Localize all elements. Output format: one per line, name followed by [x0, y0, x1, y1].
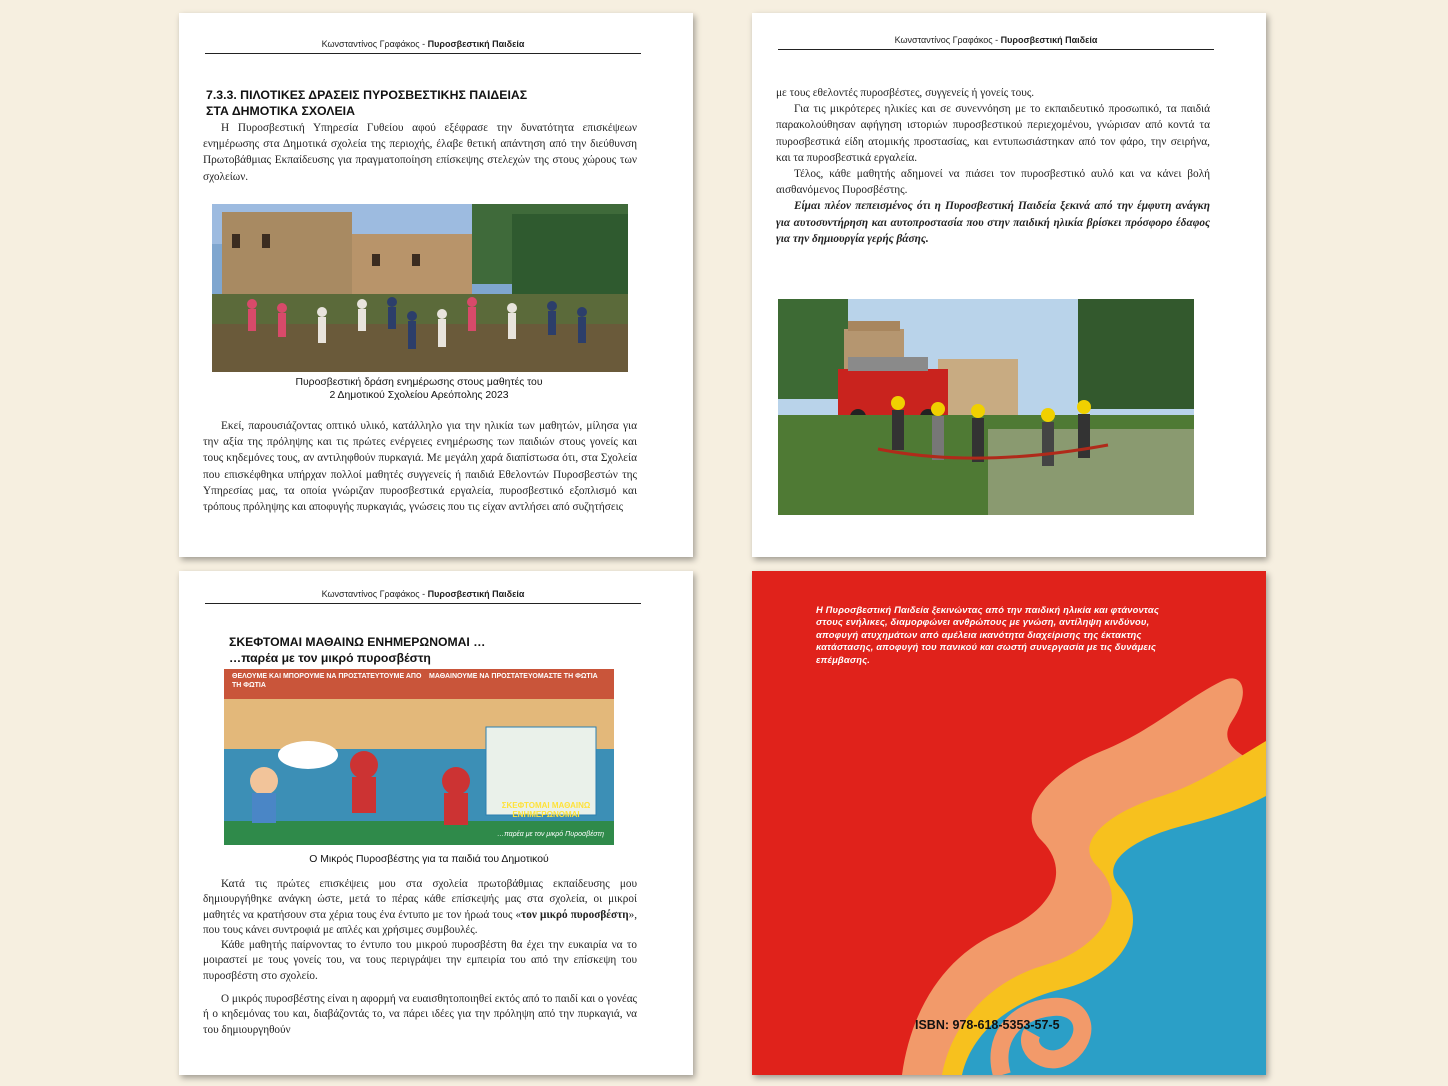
poster-slogan: ΣΚΕΦΤΟΜΑΙ ΜΑΘΑΙΝΩ ΕΝΗΜΕΡΩΝΟΜΑΙ: [501, 801, 591, 819]
poster-subtitle: …παρέα με τον μικρό Πυροσβέστη: [497, 831, 604, 838]
poster-heading: ΣΚΕΦΤΟΜΑΙ ΜΑΘΑΙΝΩ ΕΝΗΜΕΡΩΝΟΜΑΙ … …παρέα με τον μικρό πυροσβέστη: [229, 635, 486, 665]
section-heading-line1: 7.3.3. ΠΙΛΟΤΙΚΕΣ ΔΡΑΣΕΙΣ ΠΥΡΟΣΒΕΣΤΙΚΗΣ ΠΑΙΔΕΙΑΣ: [206, 88, 528, 102]
poster-caption: Ο Μικρός Πυροσβέστης για τα παιδιά του Δημοτικού: [309, 854, 549, 865]
body-paragraph: Εκεί, παρουσιάζοντας οπτικό υλικό, κατάλληλο για την ηλικία των μαθητών, μίλησα για την αξία της πρόληψης και τις πρώτες ενέργειες ενημέρωσης των παιδιών στους γονείς και τους κηδεμόνες τους, αν αντιληφθούν πυρκαγιά. Με μεγάλη χαρά διαπίστωσα ότι, στα Σχολεία που επισκέφθηκα υπήρχαν πολλοί μαθητές συγγενείς ή παιδιά Εθελοντών Πυροσβεστών της Υπηρεσίας μας, τα οποία γνώριζαν πυροσβεστικά εργαλεία, πυροσβεστικό εξοπλισμό και τρόπους πρόληψης και αποφυγής πυρκαγιάς, γνώσεις που τις είχαν αντλήσει από συζητήσεις: [203, 420, 637, 514]
section-heading: [206, 87, 527, 119]
school-photo: [212, 204, 628, 372]
header-title: Πυροσβεστική Παιδεία: [1000, 35, 1098, 45]
header-author: Κωνσταντίνος Γραφάκος -: [894, 35, 999, 45]
page-1: [179, 13, 693, 557]
fire-truck-photo: [778, 299, 1194, 515]
poster-image: [224, 669, 614, 845]
running-header: [778, 31, 1214, 50]
header-author: Κωνσταντίνος Γραφάκος -: [321, 39, 426, 49]
page-3: [179, 571, 693, 1075]
cover-blurb: Η Πυροσβεστική Παιδεία ξεκινώντας από την παιδική ηλικία και φτάνοντας στους ενήλικες, διαμορφώνει ανθρώπους με γνώση, αντίληψη κινδύνου, αποφυγή ατυχημάτων από αμέλεια ικανότητα διαχείρισης της έκτακτης κατάστασης, αποφυγή του πανικού και σωστή συνεργασία με τις δυνάμεις επέμβασης.: [816, 604, 1159, 665]
running-header: [205, 35, 641, 54]
page3-text: Κατά τις πρώτες επισκέψεις μου στα σχολεία πρωτοβάθμιας εκπαίδευσης μου δημιουργήθηκε ανάγκη ώστε, μετά το πέρας κάθε επίσκεψής μας στα σχολεία, οι μικροί μαθητές να κρατήσουν στα χέρια τους ένα έντυπο με τον ήρωά τους «τον μικρό πυροσβέστη», που τους κάνει συντροφιά με απλές και χρήσιμες συμβουλές. Κάθε μαθητής παίρνοντας το έντυπο του μικρού πυροσβέστη θα έχει την ευκαιρία να το μοιραστεί με τους γονείς του, να τους περιγράψει την εμπειρία του από την επίσκεψη του πυροσβέστη στο σχολείο. Ο μικρός πυροσβέστης είναι η αφορμή να ευαισθητοποιηθεί εκτός από το παιδί και ο γονέας ή ο κηδεμόνας του και, διαβάζοντάς το, να πάρει ιδέες για την πρόληψη από την πυρκαγιά, να του δημιουργηθούν: [203, 878, 637, 1036]
running-header: [205, 585, 641, 604]
conclusion-paragraph: Είμαι πλέον πεπεισμένος ότι η Πυροσβεστική Παιδεία ξεκινά από την έμφυτη ανάγκη για αυτοσυντήρηση και αυτοπροστασία που στην παιδική ηλικία βρίσκει πρόσφορο έδαφος για την δημιουργία γερής βάσης.: [776, 200, 1210, 245]
poster-banner-right: ΜΑΘΑΙΝΟΥΜΕ ΝΑ ΠΡΟΣΤΑΤΕΥΟΜΑΣΤΕ ΤΗ ΦΩΤΙΑ: [429, 673, 598, 680]
header-author: Κωνσταντίνος Γραφάκος -: [321, 589, 426, 599]
page-2: [752, 13, 1266, 557]
back-cover: [752, 571, 1266, 1075]
poster-banner-left: ΘΕΛΟΥΜΕ ΚΑΙ ΜΠΟΡΟΥΜΕ ΝΑ ΠΡΟΣΤΑΤΕΥΤΟΥΜΕ ΑΠΟ ΤΗ ΦΩΤΙΑ: [232, 673, 422, 689]
header-title: Πυροσβεστική Παιδεία: [427, 39, 525, 49]
page2-text: με τους εθελοντές πυροσβέστες, συγγενείς ή γονείς τους. Για τις μικρότερες ηλικίες και σε συνεννόηση με το εκπαιδευτικό προσωπικό, τα παιδιά παρακολούθησαν αφήγηση ιστοριών πυροσβεστικού περιεχομένου, γνώρισαν από κοντά τα πυροσβεστικά είδη ατομικής προστασίας, και εντυπωσιάστηκαν από τον φάρο, την σειρήνα, και τα πυροσβεστικά εργαλεία. Τέλος, κάθε μαθητής αδημονεί να πιάσει τον πυροσβεστικό αυλό και να κάνει βολή αισθανόμενος Πυροσβέστης. Είμαι πλέον πεπεισμένος ότι η Πυροσβεστική Παιδεία ξεκινά από την έμφυτη ανάγκη για αυτοσυντήρηση και αυτοπροστασία που στην παιδική ηλικία βρίσκει πρόσφορο έδαφος για την δημιουργία γερής βάσης.: [776, 85, 1210, 247]
photo-caption: Πυροσβεστική δράση ενημέρωσης στους μαθητές του 2 Δημοτικού Σχολείου Αρεόπολης 2023: [295, 377, 543, 401]
hero-name: τον μικρό πυροσβέστη: [521, 908, 629, 921]
intro-paragraph: Η Πυροσβεστική Υπηρεσία Γυθείου αφού εξέφρασε την δυνατότητα επισκέψεων ενημέρωσης στα Δημοτικά σχολεία της περιοχής, έλαβε θετική απάντηση από την διεύθυνση Πρωτοβάθμιας Εκπαίδευσης για πραγματοποίηση επίσκεψης στελεχών της στους χώρους των σχολείων.: [203, 122, 637, 183]
section-heading-line2: ΣΤΑ ΔΗΜΟΤΙΚΑ ΣΧΟΛΕΙΑ: [206, 104, 355, 118]
header-title: Πυροσβεστική Παιδεία: [427, 589, 525, 599]
isbn-label: ISBN: 978-618-5353-57-5: [915, 1018, 1060, 1032]
